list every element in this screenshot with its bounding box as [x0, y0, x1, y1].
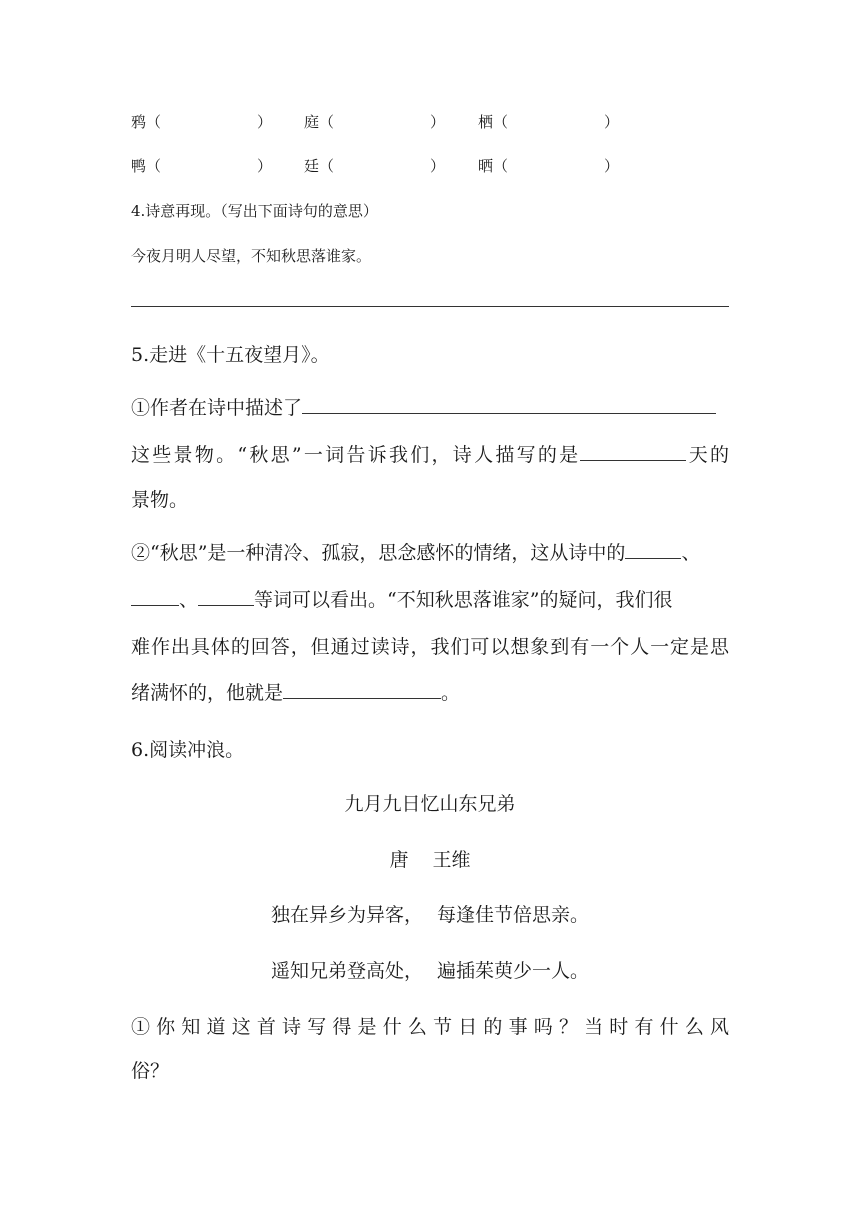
q6-question-line2: 俗？ [131, 1060, 170, 1082]
q5-p1-text: 天的 [686, 444, 729, 466]
q5-p1-text: 这些景物。“秋思”一词告诉我们，诗人描写的是 [131, 444, 581, 466]
q5-p2-line4 [131, 678, 460, 705]
char-label: 庭 [304, 113, 320, 131]
q5-p2-text: 等词可以看出。“不知秋思落谁家”的疑问，我们很 [254, 589, 673, 611]
q6-title: 6.阅读冲浪。 [131, 739, 245, 761]
q4-title: 4.诗意再现。（写出下面诗句的意思） [131, 202, 378, 220]
close-paren: ） [430, 113, 446, 131]
q5-p2-text: 。 [441, 682, 461, 704]
q5-p1-text: ①作者在诗中描述了 [131, 397, 303, 419]
q5-p1-line3: 景物。 [131, 489, 189, 511]
answer-line[interactable] [131, 306, 729, 307]
blank-scenery[interactable] [302, 412, 716, 414]
char-item [304, 155, 445, 176]
char-item [131, 155, 272, 176]
q5-p1-line1 [131, 393, 729, 420]
open-paren: （ [319, 113, 335, 131]
open-paren: （ [319, 157, 335, 175]
q5-p2-line2 [131, 585, 729, 612]
blank-person[interactable] [283, 697, 441, 699]
close-paren: ） [604, 113, 620, 131]
poem-author-line [0, 845, 860, 872]
q5-p2-text: 绪满怀的，他就是 [131, 682, 284, 704]
q5-title: 5.走进《十五夜望月》。 [131, 344, 330, 366]
char-item [304, 111, 445, 132]
poem-author: 王维 [432, 849, 471, 871]
q6-question-line1: ①你知道这首诗写得是什么节日的事吗？当时有什么风 [131, 1016, 729, 1038]
q5-p1-line2 [131, 440, 729, 467]
poem-line-half: 遍插茱萸少一人。 [437, 960, 590, 982]
q4-poem-line: 今夜月明人尽望，不知秋思落谁家。 [131, 247, 372, 265]
char-label: 鸭 [131, 157, 147, 175]
blank-season[interactable] [580, 459, 686, 461]
char-item [478, 155, 619, 176]
char-label: 鸦 [131, 113, 147, 131]
poem-title: 九月九日忆山东兄弟 [344, 793, 516, 815]
char-item [131, 111, 272, 132]
poem-dynasty: 唐 [389, 849, 409, 871]
char-label: 晒 [478, 157, 494, 175]
q5-p2-line3: 难作出具体的回答，但通过读诗，我们可以想象到有一个人一定是思 [131, 636, 729, 658]
q5-p2-line1 [131, 538, 729, 565]
poem-line-half: 遥知兄弟登高处， [270, 960, 423, 982]
open-paren: （ [146, 113, 162, 131]
char-label: 栖 [478, 113, 494, 131]
q5-p2-text: 、 [179, 589, 199, 611]
open-paren: （ [146, 157, 162, 175]
poem-line [0, 900, 860, 927]
poem-line [0, 956, 860, 983]
close-paren: ） [604, 157, 620, 175]
open-paren: （ [493, 157, 509, 175]
blank-word-3[interactable] [198, 604, 254, 606]
close-paren: ） [430, 157, 446, 175]
open-paren: （ [493, 113, 509, 131]
blank-word-2[interactable] [131, 604, 179, 606]
poem-line-half: 每逢佳节倍思亲。 [437, 904, 590, 926]
char-label: 廷 [304, 157, 320, 175]
poem-line-half: 独在异乡为异客， [270, 904, 423, 926]
q5-p2-text: 、 [681, 542, 701, 564]
blank-word-1[interactable] [625, 557, 681, 559]
char-item [478, 111, 619, 132]
close-paren: ） [257, 157, 273, 175]
q5-p2-text: ②“秋思”是一种清冷、孤寂，思念感怀的情绪，这从诗中的 [131, 542, 626, 564]
close-paren: ） [257, 113, 273, 131]
